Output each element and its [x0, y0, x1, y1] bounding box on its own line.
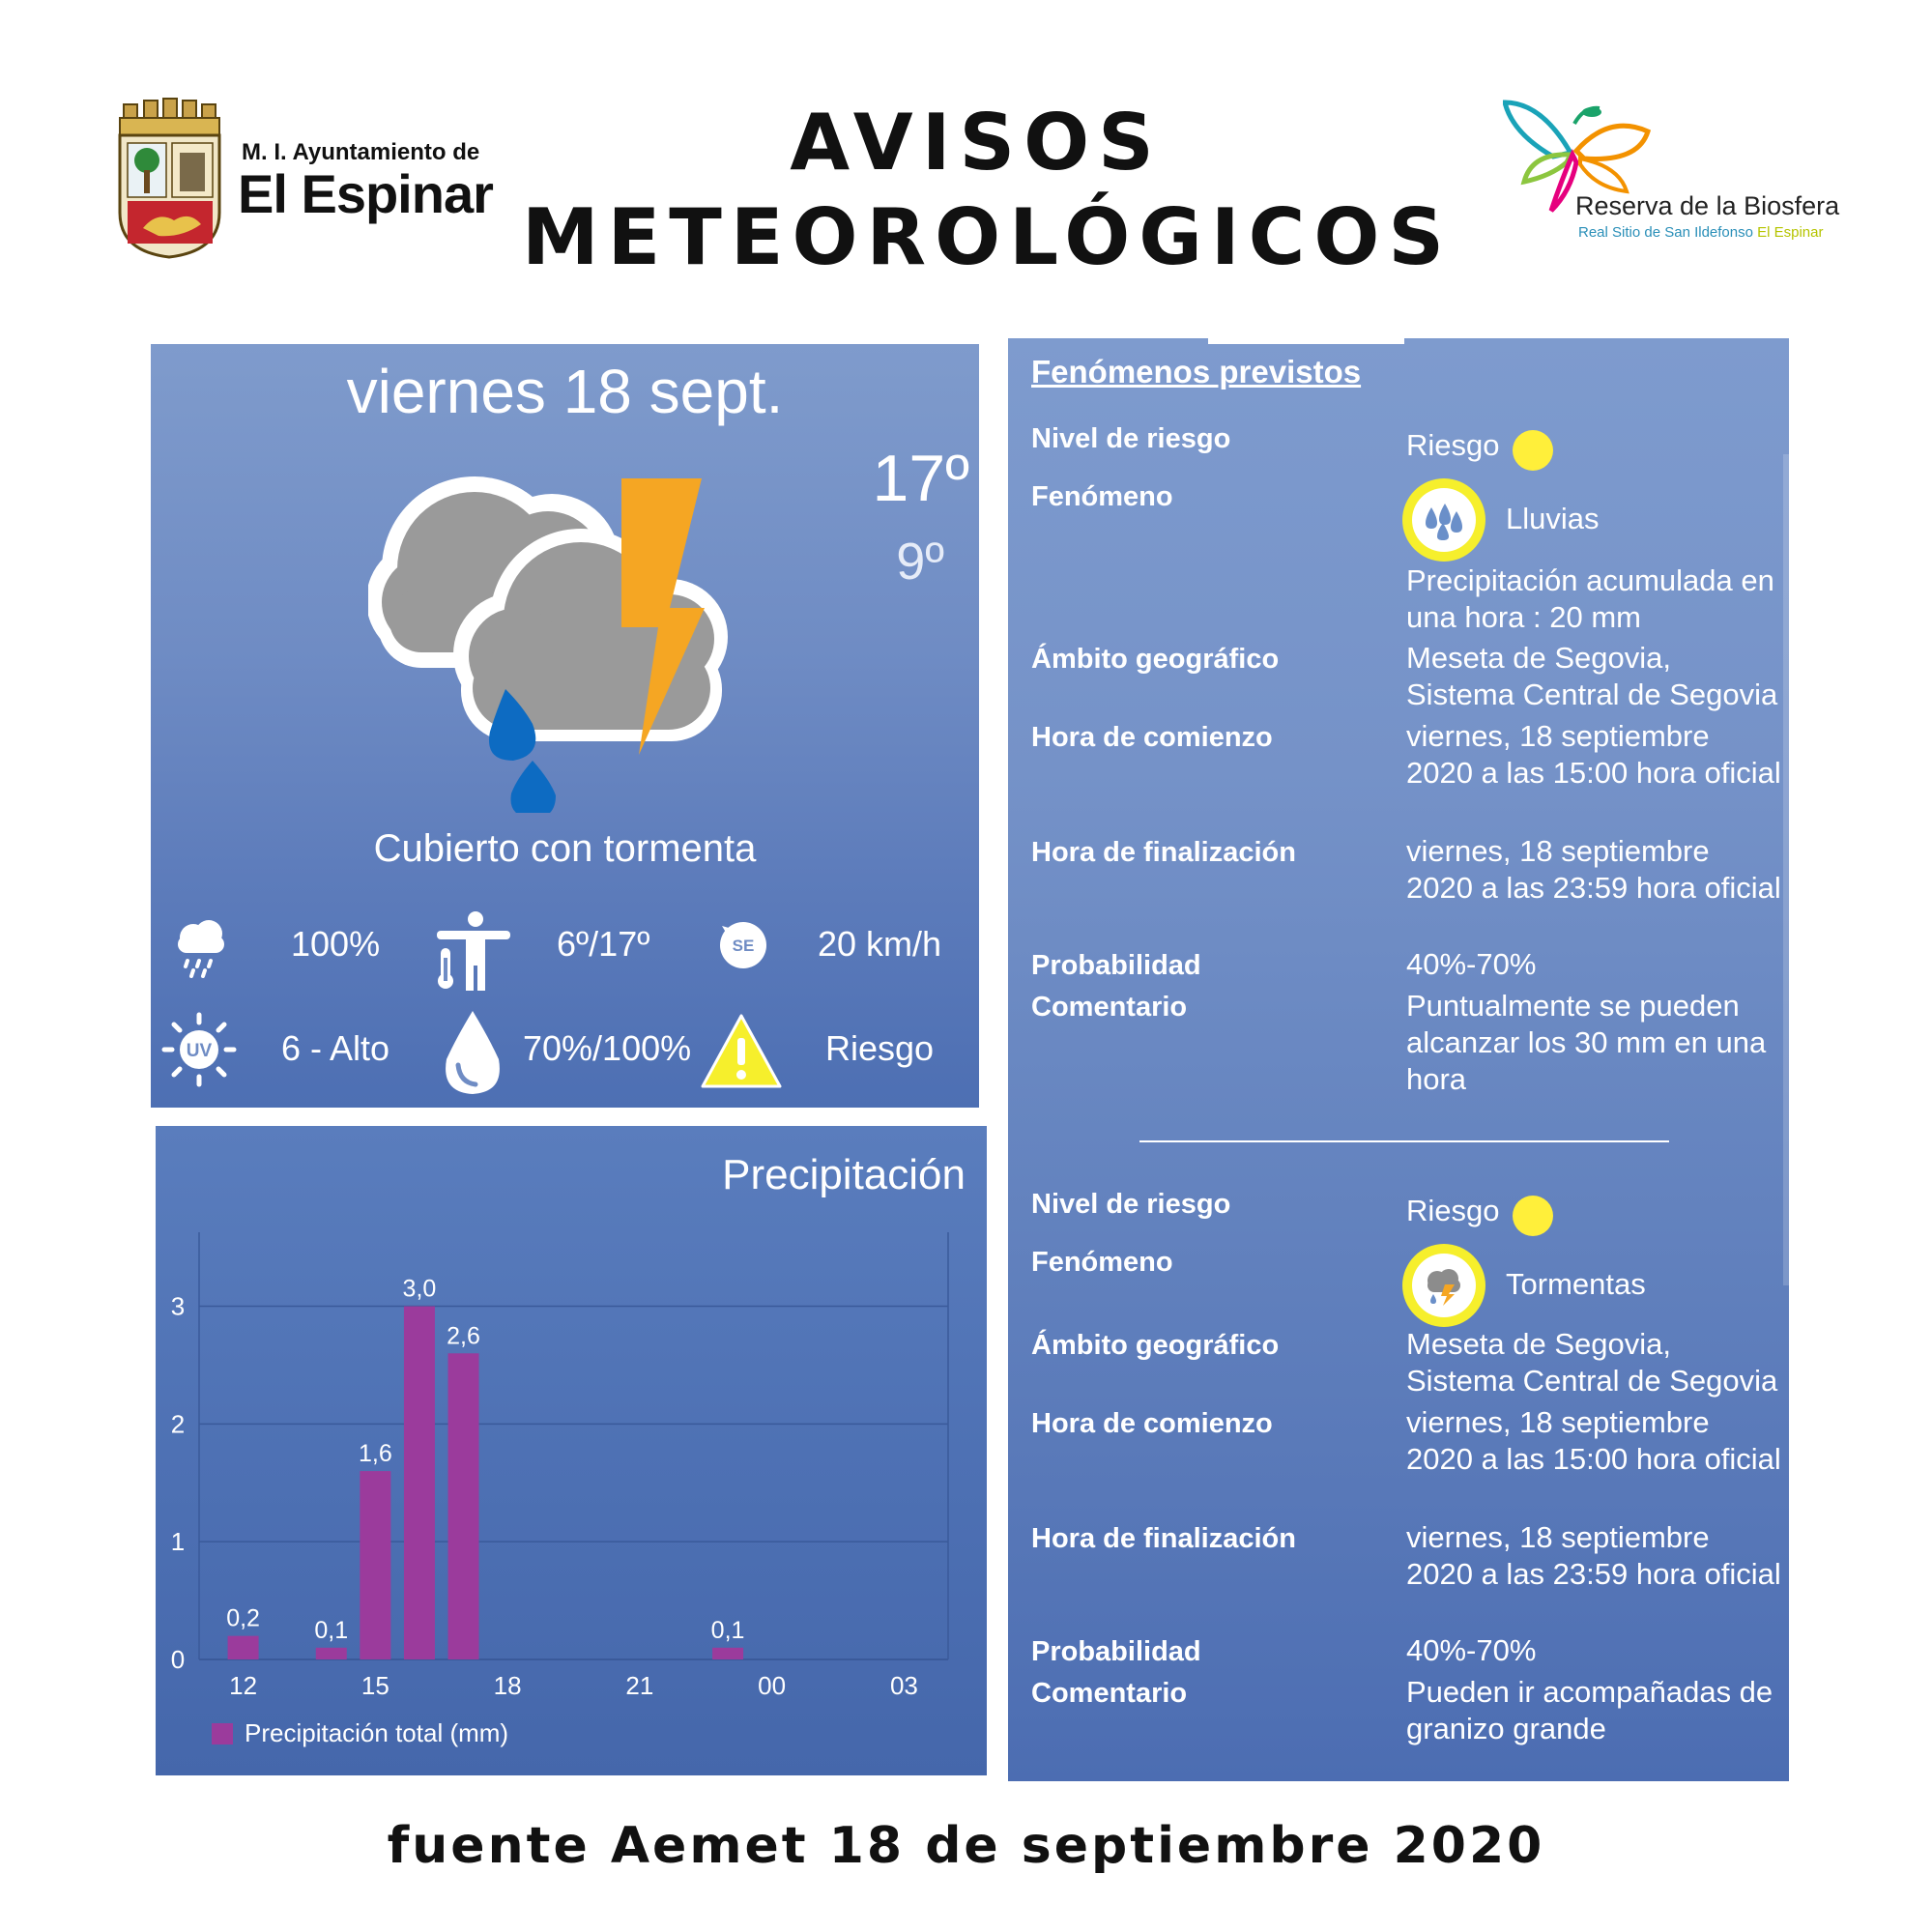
- alerts-heading: Fenómenos previstos: [1031, 354, 1362, 389]
- alert-2-end: viernes, 18 septiembre 2020 a las 23:59 hora oficial: [1406, 1520, 1781, 1591]
- risk-dot-icon: [1513, 430, 1553, 471]
- precipitation-bar: [228, 1636, 259, 1659]
- precipitation-bar: [316, 1648, 347, 1659]
- alert-1-comment: Puntualmente se pueden alcanzar los 30 mm en una hora: [1406, 989, 1767, 1096]
- title-line-1: AVISOS: [790, 98, 1163, 187]
- alert-1-area: Meseta de Segovia, Sistema Central de Segovia: [1406, 641, 1778, 711]
- label-phenomenon: Fenómeno: [1031, 481, 1173, 512]
- brand-subtitle-a: Real Sitio de San Ildefonso: [1578, 224, 1753, 241]
- label-comment-2: Comentario: [1031, 1678, 1188, 1709]
- alert-1-end: viernes, 18 septiembre 2020 a las 23:59 hora oficial: [1406, 834, 1781, 905]
- label-end-2: Hora de finalización: [1031, 1523, 1296, 1554]
- bar-data-label: 1,6: [358, 1440, 392, 1468]
- coat-of-arms-icon: [114, 97, 225, 259]
- y-tick-label: 1: [170, 1527, 186, 1557]
- precipitation-bar: [360, 1471, 390, 1659]
- precipitation-bar: [404, 1307, 435, 1659]
- source-footer: fuente Aemet 18 de septiembre 2020: [387, 1817, 1545, 1875]
- humidity-drop-icon: [441, 1009, 505, 1096]
- x-tick-label: 18: [493, 1671, 522, 1700]
- bar-data-label: 3,0: [402, 1275, 437, 1303]
- bar-data-label: 0,2: [226, 1604, 260, 1632]
- y-tick-label: 3: [170, 1291, 186, 1321]
- legend-swatch: [212, 1723, 233, 1745]
- bar-data-label: 0,1: [314, 1616, 349, 1644]
- rain-drops-icon: [1402, 478, 1485, 562]
- y-tick-label: 0: [170, 1645, 186, 1674]
- weather-description: Cubierto con tormenta: [373, 827, 757, 870]
- alert-1-start: viernes, 18 septiembre 2020 a las 15:00 hora oficial: [1406, 719, 1781, 790]
- wind-direction-label: SE: [732, 937, 755, 955]
- label-risk-level-2: Nivel de riesgo: [1031, 1189, 1231, 1220]
- x-tick-label: 12: [229, 1671, 258, 1700]
- biosphere-logo: [1503, 95, 1840, 249]
- label-comment: Comentario: [1031, 992, 1188, 1023]
- uv-label: UV: [186, 1041, 213, 1061]
- rain-cloud-icon: [170, 916, 232, 978]
- risk-level: Riesgo: [825, 1028, 935, 1068]
- label-probability: Probabilidad: [1031, 950, 1201, 981]
- y-tick-label: 2: [170, 1409, 186, 1439]
- warning-triangle-icon: [700, 1013, 783, 1090]
- precipitation-title: Precipitación: [722, 1151, 966, 1198]
- rain-probability: 100%: [291, 924, 381, 964]
- brand-name: Reserva de la Biosfera: [1575, 191, 1840, 220]
- alert-2-probability: 40%-70%: [1406, 1633, 1537, 1667]
- precipitation-bar: [448, 1353, 479, 1659]
- label-end: Hora de finalización: [1031, 837, 1296, 868]
- org-prefix: M. I. Ayuntamiento de: [242, 139, 480, 165]
- scrollbar[interactable]: [1783, 454, 1789, 1285]
- temp-max: 17º: [872, 442, 969, 515]
- alert-2-phenomenon: Tormentas: [1506, 1267, 1646, 1301]
- risk-dot-icon: [1513, 1196, 1553, 1236]
- alert-1-probability: 40%-70%: [1406, 947, 1537, 981]
- humidity: 70%/100%: [523, 1028, 692, 1068]
- brand-subtitle: [1578, 224, 1824, 241]
- uv-index-icon: [160, 1011, 238, 1088]
- temp-min: 9º: [896, 533, 944, 591]
- storm-cloud-icon: [1402, 1244, 1485, 1327]
- wind-direction-icon: [716, 918, 770, 972]
- alert-2-area: Meseta de Segovia, Sistema Central de Segovia: [1406, 1327, 1778, 1398]
- cloud-storm-rain-icon: [368, 465, 755, 813]
- alert-1-risk: Riesgo: [1406, 428, 1500, 462]
- municipality-logo: [114, 97, 491, 261]
- tab-indicator: [1208, 338, 1404, 344]
- precipitation-chart: [156, 1126, 987, 1775]
- forecast-date: viernes 18 sept.: [346, 357, 784, 426]
- label-area-2: Ámbito geográfico: [1031, 1330, 1280, 1361]
- alerts-divider: [1139, 1140, 1669, 1142]
- alert-1-phenomenon: Lluvias: [1506, 502, 1600, 535]
- wind-speed: 20 km/h: [818, 924, 942, 964]
- forecast-card: [151, 344, 979, 1108]
- thermal-sensation-icon: [431, 909, 512, 991]
- title-line-2: METEOROLÓGICOS: [522, 192, 1453, 282]
- brand-subtitle-b: El Espinar: [1757, 224, 1824, 241]
- label-start-2: Hora de comienzo: [1031, 1408, 1273, 1439]
- alert-2-risk: Riesgo: [1406, 1194, 1500, 1227]
- x-tick-label: 00: [758, 1671, 787, 1700]
- x-tick-label: 15: [360, 1671, 389, 1700]
- page-title: [522, 97, 1453, 286]
- label-area: Ámbito geográfico: [1031, 644, 1280, 675]
- bar-data-label: 0,1: [710, 1616, 745, 1644]
- label-start: Hora de comienzo: [1031, 722, 1273, 753]
- label-probability-2: Probabilidad: [1031, 1636, 1201, 1667]
- org-name: El Espinar: [238, 163, 493, 224]
- label-risk-level: Nivel de riesgo: [1031, 423, 1231, 454]
- uv-index: 6 - Alto: [281, 1028, 390, 1068]
- precipitation-bar: [712, 1648, 743, 1659]
- alert-2-comment: Pueden ir acompañadas de granizo grande: [1406, 1675, 1773, 1745]
- alerts-panel: [1008, 338, 1789, 1781]
- x-tick-label: 03: [889, 1671, 918, 1700]
- x-tick-label: 21: [625, 1671, 654, 1700]
- thermal-sensation: 6º/17º: [557, 924, 650, 964]
- precipitation-chart-card: [156, 1126, 987, 1775]
- legend-label: Precipitación total (mm): [245, 1718, 509, 1747]
- label-phenomenon-2: Fenómeno: [1031, 1247, 1173, 1278]
- alert-1-detail: Precipitación acumulada en una hora : 20 mm: [1406, 563, 1774, 634]
- alert-2-start: viernes, 18 septiembre 2020 a las 15:00 hora oficial: [1406, 1405, 1781, 1476]
- bar-data-label: 2,6: [447, 1322, 480, 1350]
